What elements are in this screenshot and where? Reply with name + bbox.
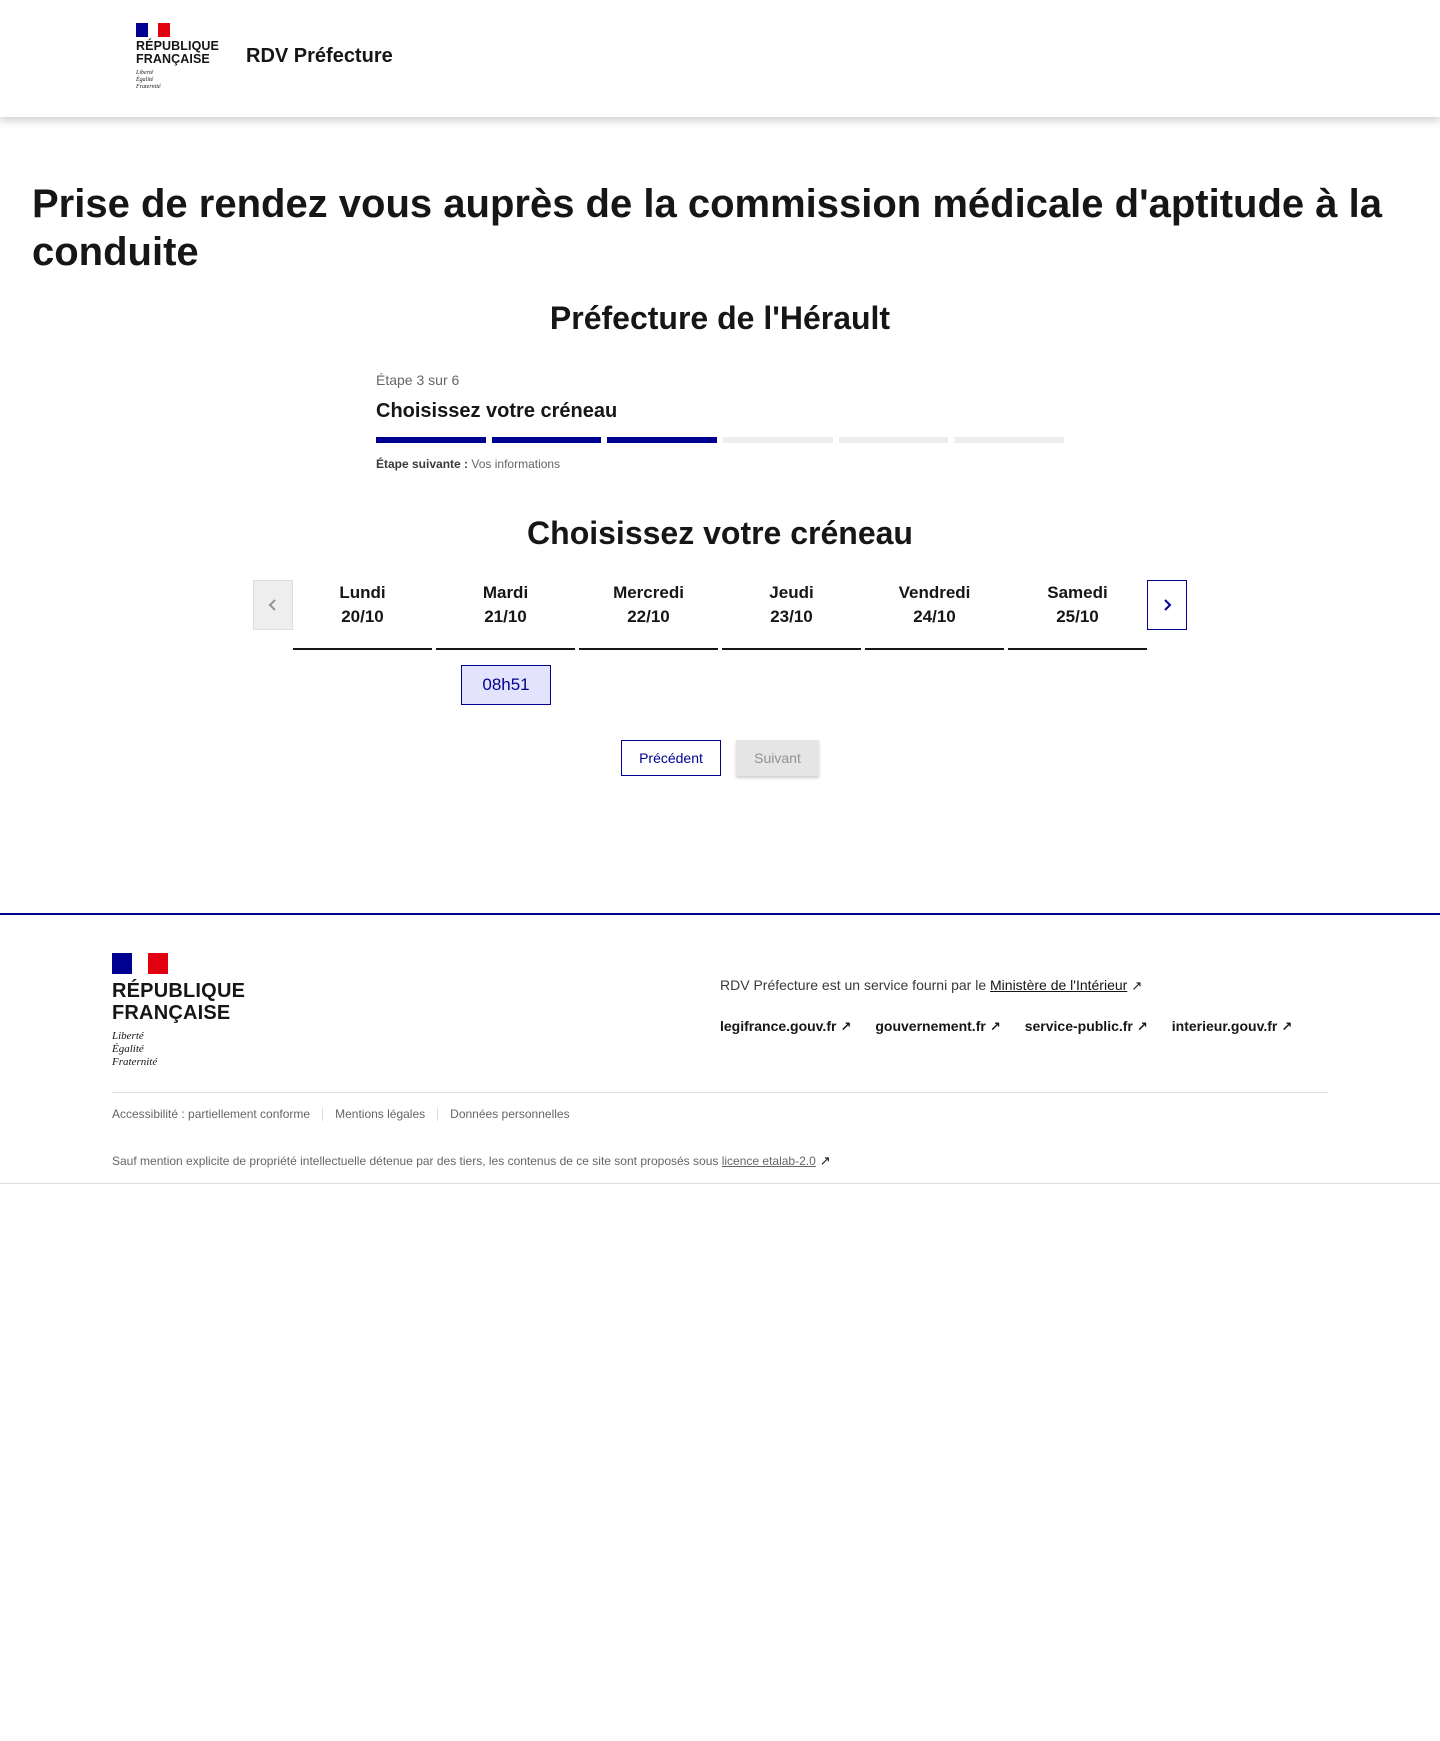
next-week-button[interactable] xyxy=(1147,580,1187,630)
footer-link-interieur[interactable]: interieur.gouv.fr ↗ xyxy=(1171,1018,1293,1034)
service-title[interactable]: RDV Préfecture xyxy=(246,45,393,67)
step-segment xyxy=(839,437,949,443)
day-date: 23/10 xyxy=(770,607,813,626)
site-header xyxy=(0,0,1440,117)
external-link-icon: ↗ xyxy=(989,1019,1001,1034)
day-name: Samedi xyxy=(1047,583,1108,602)
chevron-right-icon xyxy=(1161,598,1173,612)
next-button[interactable]: Suivant xyxy=(736,740,819,776)
day-column xyxy=(579,580,718,650)
flag-icon xyxy=(136,23,170,37)
footer-licence xyxy=(112,1153,831,1169)
step-segment xyxy=(607,437,717,443)
step-segment xyxy=(376,437,486,443)
legal-notice-link[interactable]: Mentions légales xyxy=(322,1107,437,1121)
calendar-days xyxy=(293,580,1147,650)
external-link-icon: ↗ xyxy=(819,1153,831,1168)
footer-divider xyxy=(112,1092,1328,1093)
day-date: 22/10 xyxy=(627,607,670,626)
page-title: Prise de rendez vous auprès de la commission médicale d'aptitude à la conduite xyxy=(32,182,1382,274)
day-column xyxy=(1008,580,1147,650)
personal-data-link[interactable]: Données personnelles xyxy=(437,1107,581,1121)
footer-logo-name: RÉPUBLIQUE FRANÇAISE xyxy=(112,980,246,1024)
step-next xyxy=(376,457,1064,471)
day-name: Jeudi xyxy=(769,583,814,602)
day-date: 21/10 xyxy=(484,607,527,626)
day-date: 20/10 xyxy=(341,607,384,626)
step-segment xyxy=(723,437,833,443)
day-name: Vendredi xyxy=(898,583,971,602)
calendar-title: Choisissez votre créneau xyxy=(527,515,913,551)
day-name: Mercredi xyxy=(613,583,684,602)
previous-button[interactable]: Précédent xyxy=(621,740,721,776)
footer-link-service-public[interactable]: service-public.fr ↗ xyxy=(1024,1018,1148,1034)
footer-links xyxy=(720,1018,1292,1035)
licence-link[interactable]: licence etalab-2.0 ↗ xyxy=(721,1153,831,1168)
day-date: 25/10 xyxy=(1056,607,1099,626)
day-name: Mardi xyxy=(482,583,529,602)
ministry-link[interactable]: Ministère de l'Intérieur ↗ xyxy=(990,977,1143,993)
step-segment xyxy=(492,437,602,443)
chevron-left-icon xyxy=(267,598,279,612)
logo-name: RÉPUBLIQUE FRANÇAISE xyxy=(136,39,219,66)
day-column xyxy=(722,580,861,650)
external-link-icon: ↗ xyxy=(1281,1019,1293,1034)
step-progress-bar xyxy=(376,437,1064,443)
footer-description-text: RDV Préfecture est un service fourni par le xyxy=(720,977,987,993)
time-slot-button[interactable]: 08h51 xyxy=(461,665,551,705)
step-next-value: Vos informations xyxy=(471,457,561,471)
external-link-icon: ↗ xyxy=(1136,1019,1148,1034)
footer-link-gouvernement[interactable]: gouvernement.fr ↗ xyxy=(875,1018,1001,1034)
step-segment xyxy=(954,437,1064,443)
day-column xyxy=(293,580,432,650)
site-footer xyxy=(0,913,1440,1184)
footer-bottom-links xyxy=(112,1107,582,1121)
step-next-label: Étape suivante : xyxy=(376,457,469,471)
licence-text: Sauf mention explicite de propriété intellectuelle détenue par des tiers, les contenus de ce site sont proposés sous xyxy=(112,1154,719,1168)
footer-link-legifrance[interactable]: legifrance.gouv.fr ↗ xyxy=(720,1018,852,1034)
step-count: Étape 3 sur 6 xyxy=(376,372,460,388)
footer-description xyxy=(720,977,1142,994)
footer-logo-motto: Liberté Égalité Fraternité xyxy=(112,1030,158,1068)
republique-francaise-logo[interactable] xyxy=(136,23,226,91)
external-link-icon: ↗ xyxy=(1131,978,1143,993)
step-title: Choisissez votre créneau xyxy=(376,400,618,422)
flag-icon xyxy=(112,953,168,974)
day-name: Lundi xyxy=(339,583,386,602)
day-column xyxy=(436,580,575,650)
logo-motto: Liberté Égalité Fraternité xyxy=(136,70,161,90)
stepper xyxy=(376,372,1064,471)
day-date: 24/10 xyxy=(913,607,956,626)
external-link-icon: ↗ xyxy=(840,1019,852,1034)
previous-week-button[interactable] xyxy=(253,580,293,630)
footer-logo[interactable] xyxy=(112,953,272,1069)
prefecture-title: Préfecture de l'Hérault xyxy=(549,300,891,336)
accessibility-link[interactable]: Accessibilité : partiellement conforme xyxy=(112,1107,311,1121)
day-column xyxy=(865,580,1004,650)
